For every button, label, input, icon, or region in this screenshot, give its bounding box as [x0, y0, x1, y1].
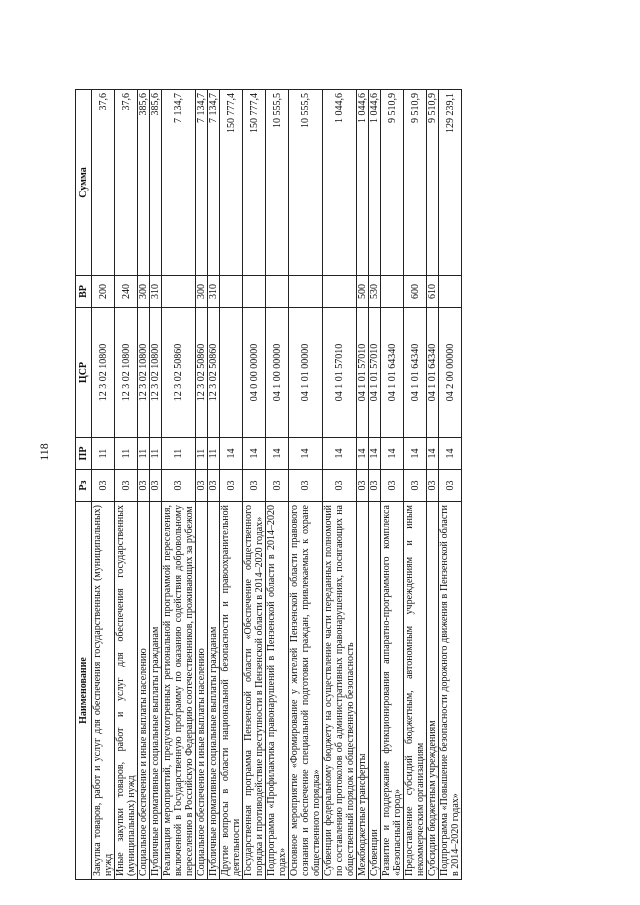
- table-row: [369, 90, 381, 880]
- cell-rz: 03: [427, 470, 439, 502]
- cell-vr: [381, 276, 404, 308]
- header-pr: ПР: [76, 438, 92, 470]
- cell-vr: 610: [427, 276, 439, 308]
- cell-rz: 03: [220, 470, 243, 502]
- cell-name: Подпрограмма «Профилактика правонарушений в Пензенской области в 2014–2020 годах»: [266, 502, 289, 880]
- cell-name: Публичные нормативные социальные выплаты гражданам: [208, 502, 220, 880]
- header-vr: ВР: [76, 276, 92, 308]
- cell-vr: 240: [115, 276, 138, 308]
- cell-name: Межбюджетные трансферты: [357, 502, 369, 880]
- cell-csr: 12 3 02 50860: [196, 308, 208, 438]
- table-row: [208, 90, 220, 880]
- cell-sum: 9 510,9: [404, 90, 427, 276]
- cell-vr: 310: [150, 276, 162, 308]
- cell-csr: 04 1 01 64340: [404, 308, 427, 438]
- cell-rz: 03: [439, 470, 462, 502]
- cell-pr: 11: [138, 438, 150, 470]
- cell-name: Социальное обеспечение и иные выплаты населению: [196, 502, 208, 880]
- cell-sum: 1 044,6: [323, 90, 357, 276]
- cell-rz: 03: [323, 470, 357, 502]
- table-row: [243, 90, 266, 880]
- table-row: [138, 90, 150, 880]
- cell-rz: 03: [404, 470, 427, 502]
- cell-pr: 14: [404, 438, 427, 470]
- cell-pr: 11: [150, 438, 162, 470]
- cell-csr: 04 1 01 57010: [357, 308, 369, 438]
- cell-pr: 14: [427, 438, 439, 470]
- cell-csr: 12 3 02 50860: [208, 308, 220, 438]
- cell-vr: [266, 276, 289, 308]
- cell-rz: 03: [266, 470, 289, 502]
- cell-pr: 14: [289, 438, 323, 470]
- cell-vr: 600: [404, 276, 427, 308]
- header-sum: Сумма: [76, 90, 92, 276]
- table-header-row: [76, 90, 92, 880]
- cell-pr: 14: [243, 438, 266, 470]
- cell-csr: 04 1 01 57010: [369, 308, 381, 438]
- cell-sum: 385,6: [138, 90, 150, 276]
- cell-vr: 200: [92, 276, 115, 308]
- cell-vr: [323, 276, 357, 308]
- cell-csr: 04 1 01 64340: [381, 308, 404, 438]
- cell-csr: 12 3 02 10800: [150, 308, 162, 438]
- table-row: [150, 90, 162, 880]
- header-rz: Рз: [76, 470, 92, 502]
- cell-pr: 11: [92, 438, 115, 470]
- cell-csr: 12 3 02 50860: [162, 308, 196, 438]
- cell-sum: 9 510,9: [427, 90, 439, 276]
- cell-pr: 14: [266, 438, 289, 470]
- cell-vr: [439, 276, 462, 308]
- cell-pr: 11: [208, 438, 220, 470]
- rotated-page-content: [75, 90, 590, 880]
- cell-sum: 37,6: [92, 90, 115, 276]
- cell-sum: 150 777,4: [243, 90, 266, 276]
- cell-rz: 03: [208, 470, 220, 502]
- cell-name: Иные закупки товаров, работ и услуг для обеспечения государственных (муниципальных) нужд: [115, 502, 138, 880]
- cell-pr: 14: [439, 438, 462, 470]
- cell-pr: 11: [115, 438, 138, 470]
- cell-csr: [220, 308, 243, 438]
- cell-name: Основное мероприятие «Формирование у жителей Пензенской области правового сознания и обеспечение специальной подготовки граждан, привлекаемых к охране общественного порядка»: [289, 502, 323, 880]
- cell-name: Предоставление субсидий бюджетным, автономным учреждениям и иным некоммерческим организациям: [404, 502, 427, 880]
- cell-sum: 9 510,9: [381, 90, 404, 276]
- page-number: 118: [37, 443, 51, 461]
- cell-name: Реализация мероприятий, предусмотренных региональной программой переселения, включенной в Государственную программу по оказанию содействия добровольному переселению в Российскую Федерацию соотечественников, проживающих за рубежом: [162, 502, 196, 880]
- table-row: [289, 90, 323, 880]
- cell-rz: 03: [357, 470, 369, 502]
- cell-vr: 300: [196, 276, 208, 308]
- cell-pr: 11: [162, 438, 196, 470]
- table-row: [115, 90, 138, 880]
- table-row: [427, 90, 439, 880]
- cell-csr: 04 1 01 64340: [427, 308, 439, 438]
- cell-pr: 14: [381, 438, 404, 470]
- cell-pr: 11: [196, 438, 208, 470]
- cell-rz: 03: [243, 470, 266, 502]
- cell-sum: 150 777,4: [220, 90, 243, 276]
- table-row: [196, 90, 208, 880]
- cell-vr: [243, 276, 266, 308]
- cell-vr: [162, 276, 196, 308]
- cell-pr: 14: [220, 438, 243, 470]
- cell-sum: 7 134,7: [196, 90, 208, 276]
- cell-vr: [220, 276, 243, 308]
- cell-csr: 12 3 02 10800: [115, 308, 138, 438]
- cell-name: Субвенции федеральному бюджету на осуществление части переданных полномочий по составлению протоколов об административных правонарушениях, посягающих на общественный порядок и общественную безопасность: [323, 502, 357, 880]
- cell-csr: 04 1 01 00000: [289, 308, 323, 438]
- cell-sum: 385,6: [150, 90, 162, 276]
- cell-csr: 04 0 00 00000: [243, 308, 266, 438]
- table-row: [439, 90, 462, 880]
- cell-csr: 04 1 01 57010: [323, 308, 357, 438]
- cell-vr: 300: [138, 276, 150, 308]
- header-csr: ЦСР: [76, 308, 92, 438]
- table-row: [162, 90, 196, 880]
- cell-vr: 500: [357, 276, 369, 308]
- table-row: [357, 90, 369, 880]
- cell-name: Подпрограмма «Повышение безопасности дорожного движения в Пензенской области в 2014–2020 годах»: [439, 502, 462, 880]
- cell-rz: 03: [92, 470, 115, 502]
- cell-pr: 14: [357, 438, 369, 470]
- table-row: [404, 90, 427, 880]
- cell-rz: 03: [196, 470, 208, 502]
- table-row: [381, 90, 404, 880]
- cell-csr: 12 3 02 10800: [92, 308, 115, 438]
- cell-rz: 03: [115, 470, 138, 502]
- table-row: [92, 90, 115, 880]
- cell-sum: 37,6: [115, 90, 138, 276]
- cell-rz: 03: [138, 470, 150, 502]
- table-row: [323, 90, 357, 880]
- cell-name: Публичные нормативные социальные выплаты гражданам: [150, 502, 162, 880]
- cell-name: Социальное обеспечение и иные выплаты населению: [138, 502, 150, 880]
- cell-rz: 03: [369, 470, 381, 502]
- table-row: [220, 90, 243, 880]
- cell-name: Субвенции: [369, 502, 381, 880]
- budget-table: [75, 89, 462, 880]
- cell-sum: 129 239,1: [439, 90, 462, 276]
- cell-sum: 1 044,6: [369, 90, 381, 276]
- cell-vr: 530: [369, 276, 381, 308]
- cell-pr: 14: [369, 438, 381, 470]
- cell-csr: 04 2 00 00000: [439, 308, 462, 438]
- header-name: Наименование: [76, 502, 92, 880]
- cell-sum: 1 044,6: [357, 90, 369, 276]
- cell-vr: [289, 276, 323, 308]
- cell-sum: 7 134,7: [162, 90, 196, 276]
- cell-csr: 04 1 00 00000: [266, 308, 289, 438]
- cell-name: Другие вопросы в области национальной безопасности и правоохранительной деятельности: [220, 502, 243, 880]
- cell-sum: 7 134,7: [208, 90, 220, 276]
- cell-rz: 03: [150, 470, 162, 502]
- cell-name: Субсидии бюджетным учреждениям: [427, 502, 439, 880]
- cell-rz: 03: [289, 470, 323, 502]
- cell-sum: 10 555,5: [266, 90, 289, 276]
- cell-pr: 14: [323, 438, 357, 470]
- cell-name: Закупка товаров, работ и услуг для обеспечения государственных (муниципальных) нужд: [92, 502, 115, 880]
- cell-vr: 310: [208, 276, 220, 308]
- cell-rz: 03: [381, 470, 404, 502]
- table-row: [266, 90, 289, 880]
- cell-csr: 12 3 02 10800: [138, 308, 150, 438]
- cell-sum: 10 555,5: [289, 90, 323, 276]
- cell-name: Развитие и поддержание функционирования аппаратно-программного комплекса «Безопасный город»: [381, 502, 404, 880]
- cell-rz: 03: [162, 470, 196, 502]
- cell-name: Государственная программа Пензенской области «Обеспечение общественного порядка и противодействие преступности в Пензенской области в 2014–2020 годах»: [243, 502, 266, 880]
